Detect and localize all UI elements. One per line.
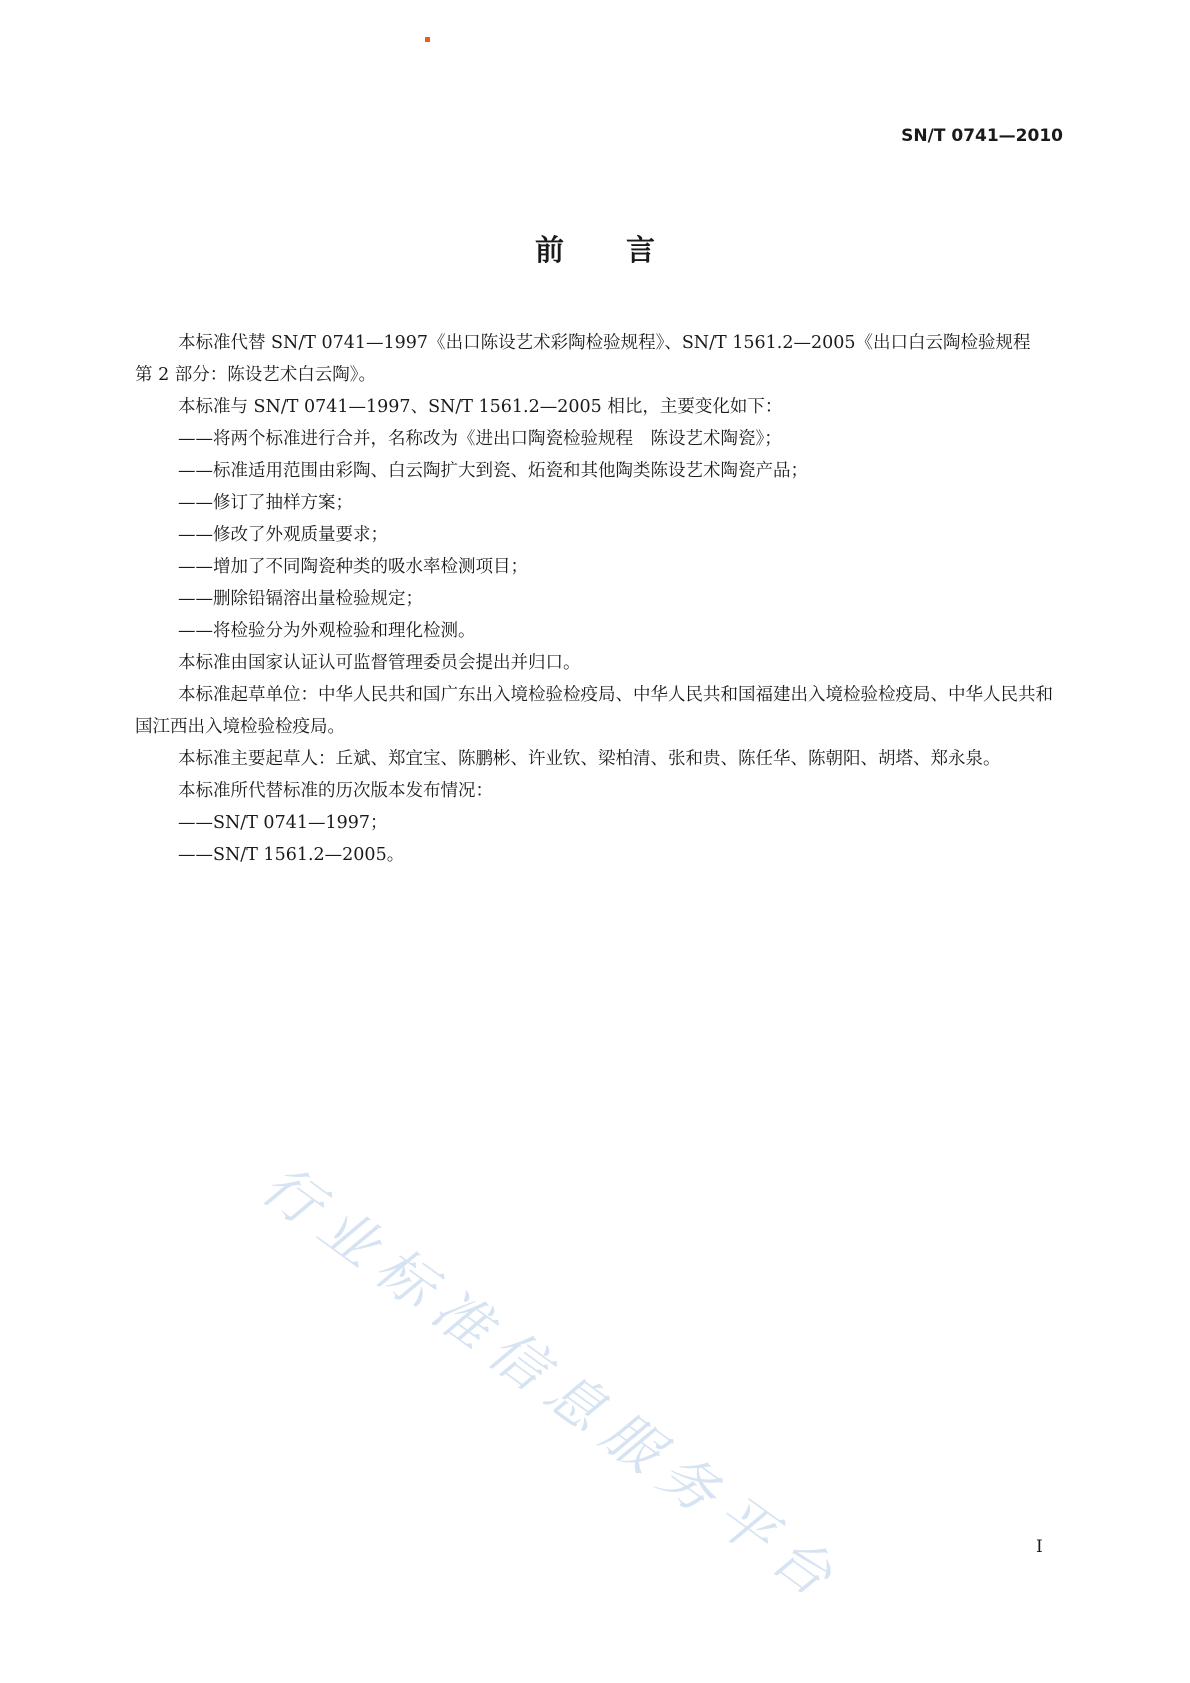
paragraph: ——SN/T 1561.2—2005。 [178,845,405,865]
paragraph: 本标准与 SN/T 0741—1997、SN/T 1561.2—2005 相比，主要变化如下： [178,397,783,417]
standard-code: SN/T 0741—2010 [901,126,1063,146]
paragraph: 本标准代替 SN/T 0741—1997《出口陈设艺术彩陶检验规程》、SN/T 1561.2—2005《出口白云陶检验规程 第 2 部分：陈设艺术白云陶》。 [135,333,1049,385]
paragraph: ——将检验分为外观检验和理化检测。 [178,621,476,641]
paragraph: ——修订了抽样方案； [178,493,353,513]
document-body [135,327,1065,871]
paragraph: ——将两个标准进行合并，名称改为《进出口陶瓷检验规程 陈设艺术陶瓷》； [178,429,782,449]
paragraph: ——SN/T 0741—1997； [178,813,388,833]
paragraph: ——标准适用范围由彩陶、白云陶扩大到瓷、炻瓷和其他陶类陈设艺术陶瓷产品； [178,461,808,481]
page-number: I [1036,1537,1043,1557]
orange-mark [425,37,430,42]
paragraph: 本标准主要起草人：丘斌、郑宜宝、陈鹏彬、许业钦、梁柏清、张和贵、陈任华、陈朝阳、胡塔、郑永泉。 [178,749,1001,769]
page-title: 前言 [534,233,717,267]
watermark: 行业标准信息服务平台 [249,1152,855,1617]
paragraph: ——删除铅镉溶出量检验规定； [178,589,423,609]
paragraph: 本标准起草单位：中华人民共和国广东出入境检验检疫局、中华人民共和国福建出入境检验检疫局、中华人民共和国江西出入境检验检疫局。 [135,685,1053,737]
paragraph: 本标准由国家认证认可监督管理委员会提出并归口。 [178,653,581,673]
paragraph: ——修改了外观质量要求； [178,525,388,545]
paragraph: 本标准所代替标准的历次版本发布情况： [178,781,493,801]
paragraph: ——增加了不同陶瓷种类的吸水率检测项目； [178,557,528,577]
